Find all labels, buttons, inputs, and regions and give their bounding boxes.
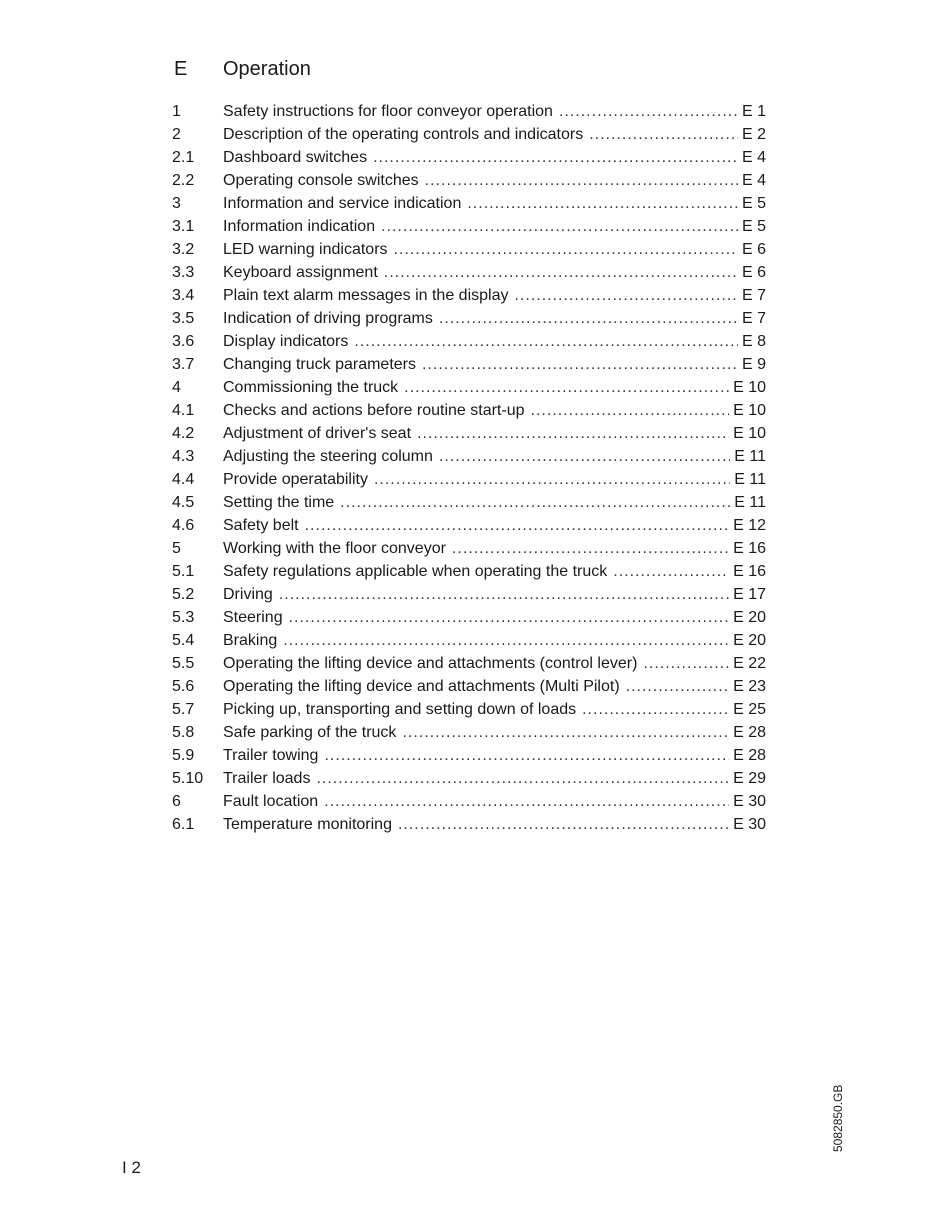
toc-row[interactable] xyxy=(172,123,766,146)
toc-page-ref: E 1 xyxy=(741,103,766,120)
toc-leader-dots xyxy=(467,192,738,215)
toc-row[interactable] xyxy=(172,261,766,284)
toc-row[interactable] xyxy=(172,721,766,744)
toc-leader-dots xyxy=(613,560,729,583)
toc-title: Description of the operating controls and indicators xyxy=(223,126,584,143)
toc-number: 4.3 xyxy=(172,448,195,465)
toc-title: Working with the floor conveyor xyxy=(223,540,446,557)
toc-row[interactable] xyxy=(172,399,766,422)
toc-leader-dots xyxy=(422,353,738,376)
toc-row[interactable] xyxy=(172,238,766,261)
toc-title: Keyboard assignment xyxy=(223,264,378,281)
toc-number: 5.7 xyxy=(172,701,195,718)
toc-title: Checks and actions before routine start-up xyxy=(223,402,525,419)
toc-number: 4.2 xyxy=(172,425,195,442)
toc-page-ref: E 20 xyxy=(733,609,766,626)
toc-row[interactable] xyxy=(172,491,766,514)
toc-title: Safe parking of the truck xyxy=(223,724,397,741)
toc-page-ref: E 20 xyxy=(733,632,766,649)
toc-number: 5.9 xyxy=(172,747,195,764)
toc-page-ref: E 6 xyxy=(741,241,766,258)
toc-leader-dots xyxy=(402,721,729,744)
toc-title: Operating console switches xyxy=(223,172,419,189)
toc-leader-dots xyxy=(398,813,729,836)
toc-number: 1 xyxy=(172,103,181,120)
toc-row[interactable] xyxy=(172,330,766,353)
toc-title: Fault location xyxy=(223,793,319,810)
toc-leader-dots xyxy=(626,675,729,698)
toc-row[interactable] xyxy=(172,307,766,330)
toc-row[interactable] xyxy=(172,583,766,606)
toc-number: 3.5 xyxy=(172,310,195,327)
toc-title: Information indication xyxy=(223,218,376,235)
toc-leader-dots xyxy=(531,399,730,422)
toc-page-ref: E 11 xyxy=(734,448,766,465)
toc-number: 3 xyxy=(172,195,181,212)
toc-page-ref: E 16 xyxy=(733,563,766,580)
toc-title: Trailer loads xyxy=(223,770,311,787)
toc-row[interactable] xyxy=(172,813,766,836)
toc-leader-dots xyxy=(643,652,729,675)
toc-page-ref: E 22 xyxy=(733,655,766,672)
toc-row[interactable] xyxy=(172,422,766,445)
toc-row[interactable] xyxy=(172,514,766,537)
toc-number: 5.10 xyxy=(172,770,204,787)
toc-number: 3.3 xyxy=(172,264,195,281)
toc-row[interactable] xyxy=(172,468,766,491)
toc-number: 6.1 xyxy=(172,816,195,833)
toc-row[interactable] xyxy=(172,560,766,583)
toc-title: Commissioning the truck xyxy=(223,379,399,396)
toc-leader-dots xyxy=(394,238,738,261)
toc-leader-dots xyxy=(340,491,730,514)
toc-page-ref: E 28 xyxy=(733,747,766,764)
toc-number: 4.4 xyxy=(172,471,195,488)
toc-row[interactable] xyxy=(172,353,766,376)
toc-leader-dots xyxy=(439,445,730,468)
toc-page-ref: E 30 xyxy=(733,793,766,810)
toc-title: Dashboard switches xyxy=(223,149,368,166)
chapter-letter: E xyxy=(174,58,188,80)
toc-row[interactable] xyxy=(172,652,766,675)
toc-number: 5.1 xyxy=(172,563,195,580)
toc-number: 5.6 xyxy=(172,678,195,695)
toc-row[interactable] xyxy=(172,744,766,767)
toc-title: Adjustment of driver's seat xyxy=(223,425,412,442)
toc-number: 5.5 xyxy=(172,655,195,672)
toc-number: 3.1 xyxy=(172,218,195,235)
toc-page-ref: E 8 xyxy=(741,333,766,350)
toc-page-ref: E 10 xyxy=(733,379,766,396)
toc-row[interactable] xyxy=(172,284,766,307)
toc-row[interactable] xyxy=(172,790,766,813)
toc-page-ref: E 29 xyxy=(733,770,766,787)
toc-leader-dots xyxy=(279,583,729,606)
toc-title: Picking up, transporting and setting down of loads xyxy=(223,701,577,718)
toc-number: 3.4 xyxy=(172,287,195,304)
toc-number: 4.6 xyxy=(172,517,195,534)
toc-title: Driving xyxy=(223,586,273,603)
toc-row[interactable] xyxy=(172,215,766,238)
toc-page-ref: E 4 xyxy=(741,149,766,166)
toc-page-ref: E 23 xyxy=(733,678,766,695)
toc-row[interactable] xyxy=(172,376,766,399)
toc-leader-dots xyxy=(439,307,738,330)
toc-row[interactable] xyxy=(172,192,766,215)
toc-title: Information and service indication xyxy=(223,195,462,212)
toc-leader-dots xyxy=(373,146,738,169)
toc-page-ref: E 12 xyxy=(733,517,766,534)
toc-number: 5.4 xyxy=(172,632,195,649)
toc-leader-dots xyxy=(582,698,729,721)
toc-page-ref: E 25 xyxy=(733,701,766,718)
toc-page-ref: E 16 xyxy=(733,540,766,557)
toc-page-ref: E 5 xyxy=(741,195,766,212)
toc-page-ref: E 11 xyxy=(734,471,766,488)
toc-title: Safety belt xyxy=(223,517,299,534)
toc-page-ref: E 5 xyxy=(741,218,766,235)
toc-leader-dots xyxy=(316,767,729,790)
toc-number: 4 xyxy=(172,379,181,396)
toc-number: 6 xyxy=(172,793,181,810)
toc-number: 2 xyxy=(172,126,181,143)
toc-title: Trailer towing xyxy=(223,747,319,764)
toc-row[interactable] xyxy=(172,767,766,790)
toc-title: Changing truck parameters xyxy=(223,356,416,373)
toc-page-ref: E 7 xyxy=(741,310,766,327)
toc-page-ref: E 10 xyxy=(733,425,766,442)
toc-leader-dots xyxy=(404,376,729,399)
toc-title: Operating the lifting device and attachments (Multi Pilot) xyxy=(223,678,620,695)
toc-leader-dots xyxy=(283,629,729,652)
toc-number: 4.5 xyxy=(172,494,195,511)
toc-number: 5.2 xyxy=(172,586,195,603)
toc-number: 5.3 xyxy=(172,609,195,626)
toc-number: 4.1 xyxy=(172,402,195,419)
toc-page-ref: E 17 xyxy=(733,586,766,603)
toc-page-ref: E 10 xyxy=(733,402,766,419)
toc-leader-dots xyxy=(514,284,738,307)
toc-leader-dots xyxy=(425,169,738,192)
toc-title: Temperature monitoring xyxy=(223,816,392,833)
toc-leader-dots xyxy=(305,514,729,537)
toc-leader-dots xyxy=(374,468,730,491)
toc-title: LED warning indicators xyxy=(223,241,388,258)
toc-row[interactable] xyxy=(172,445,766,468)
toc-title: Steering xyxy=(223,609,283,626)
toc-title: Adjusting the steering column xyxy=(223,448,433,465)
toc-title: Operating the lifting device and attachments (control lever) xyxy=(223,655,638,672)
toc-title: Plain text alarm messages in the display xyxy=(223,287,509,304)
toc-row[interactable] xyxy=(172,537,766,560)
toc-title: Provide operatability xyxy=(223,471,368,488)
toc-page-ref: E 6 xyxy=(741,264,766,281)
toc-number: 3.2 xyxy=(172,241,195,258)
toc-page-ref: E 9 xyxy=(741,356,766,373)
toc-row[interactable] xyxy=(172,675,766,698)
toc-leader-dots xyxy=(559,100,738,123)
toc-leader-dots xyxy=(354,330,738,353)
toc-leader-dots xyxy=(417,422,729,445)
toc-title: Braking xyxy=(223,632,278,649)
toc-leader-dots xyxy=(324,744,729,767)
toc-leader-dots xyxy=(324,790,729,813)
toc-number: 3.6 xyxy=(172,333,195,350)
toc-number: 2.1 xyxy=(172,149,195,166)
toc-number: 3.7 xyxy=(172,356,195,373)
toc-row[interactable] xyxy=(172,629,766,652)
toc-number: 2.2 xyxy=(172,172,195,189)
toc-leader-dots xyxy=(381,215,738,238)
toc-number: 5.8 xyxy=(172,724,195,741)
toc-row[interactable] xyxy=(172,698,766,721)
toc-row[interactable] xyxy=(172,169,766,192)
toc-page-ref: E 30 xyxy=(733,816,766,833)
toc-row[interactable] xyxy=(172,100,766,123)
toc-leader-dots xyxy=(289,606,729,629)
chapter-title: Operation xyxy=(223,58,311,80)
toc-page-ref: E 4 xyxy=(741,172,766,189)
toc-title: Safety regulations applicable when operating the truck xyxy=(223,563,608,580)
page-number: I 2 xyxy=(122,1158,141,1177)
toc-leader-dots xyxy=(589,123,738,146)
toc-number: 5 xyxy=(172,540,181,557)
toc-title: Display indicators xyxy=(223,333,349,350)
toc-leader-dots xyxy=(452,537,729,560)
toc-page-ref: E 2 xyxy=(741,126,766,143)
table-of-contents xyxy=(172,100,766,836)
toc-row[interactable] xyxy=(172,146,766,169)
toc-page-ref: E 11 xyxy=(734,494,766,511)
toc-leader-dots xyxy=(384,261,738,284)
toc-title: Safety instructions for floor conveyor operation xyxy=(223,103,553,120)
toc-page-ref: E 28 xyxy=(733,724,766,741)
toc-title: Indication of driving programs xyxy=(223,310,433,327)
toc-page-ref: E 7 xyxy=(741,287,766,304)
toc-title: Setting the time xyxy=(223,494,335,511)
toc-row[interactable] xyxy=(172,606,766,629)
document-code: 5082850.GB xyxy=(831,1084,845,1152)
